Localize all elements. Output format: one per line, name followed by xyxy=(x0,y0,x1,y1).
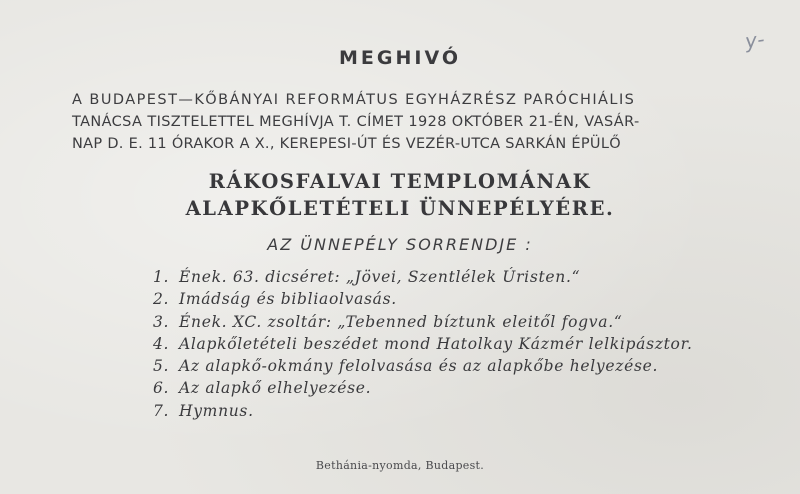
program-item-number: 1. xyxy=(153,268,170,286)
program-item-number: 4. xyxy=(153,334,170,353)
program-item xyxy=(153,355,693,377)
program-item xyxy=(153,333,693,355)
invitation-line: TANÁCSA TISZTELETTEL MEGHÍVJA T. CÍMET 1928 OKTÓBER 21-ÉN, VASÁR- xyxy=(72,114,640,130)
printer-imprint: Bethánia-nyomda, Budapest. xyxy=(315,459,485,472)
program-item xyxy=(153,400,693,422)
document-title: MEGHIVÓ xyxy=(339,47,461,69)
event-heading-line: ALAPKŐLETÉTELI ÜNNEPÉLYÉRE. xyxy=(185,197,615,220)
program-item-number: 2. xyxy=(153,290,170,309)
program-item-text: Hymnus. xyxy=(179,401,254,420)
program-item-number: 6. xyxy=(153,379,170,398)
program-item-text: Alapkőletételi beszédet mond Hatolkay Kázmér lelkipásztor. xyxy=(179,334,693,353)
program-item xyxy=(153,311,693,333)
program-item-text: Imádság és bibliaolvasás. xyxy=(179,290,397,309)
invitation-text xyxy=(72,89,742,155)
program-item-number: 5. xyxy=(153,357,170,376)
program-item xyxy=(153,266,693,288)
program-item-number: 7. xyxy=(153,401,170,420)
program-item-number: 3. xyxy=(153,312,170,331)
program-list xyxy=(153,266,693,422)
program-item xyxy=(153,377,693,399)
invitation-line: NAP D. E. 11 ÓRAKOR A X., KEREPESI-ÚT ÉS VEZÉR-UTCA SARKÁN ÉPÜLŐ xyxy=(72,136,621,152)
program-item-text: Az alapkő elhelyezése. xyxy=(179,379,372,398)
event-heading xyxy=(0,168,800,222)
program-item-text: Ének. 63. dicséret: „Jövei, Szentlélek Úristen.“ xyxy=(179,268,581,286)
program-title: AZ ÜNNEPÉLY SORRENDJE : xyxy=(267,235,533,254)
program-item xyxy=(153,288,693,310)
program-item-text: Az alapkő-okmány felolvasása és az alapkőbe helyezése. xyxy=(179,357,659,376)
invitation-line: A BUDAPEST—KŐBÁNYAI REFORMÁTUS EGYHÁZRÉSZ PARÓCHIÁLIS xyxy=(72,92,636,108)
handwritten-mark: y- xyxy=(743,26,767,54)
event-heading-line: RÁKOSFALVAI TEMPLOMÁNAK xyxy=(208,170,592,193)
program-item-text: Ének. XC. zsoltár: „Tebenned bíztunk eleitől fogva.“ xyxy=(179,312,623,331)
